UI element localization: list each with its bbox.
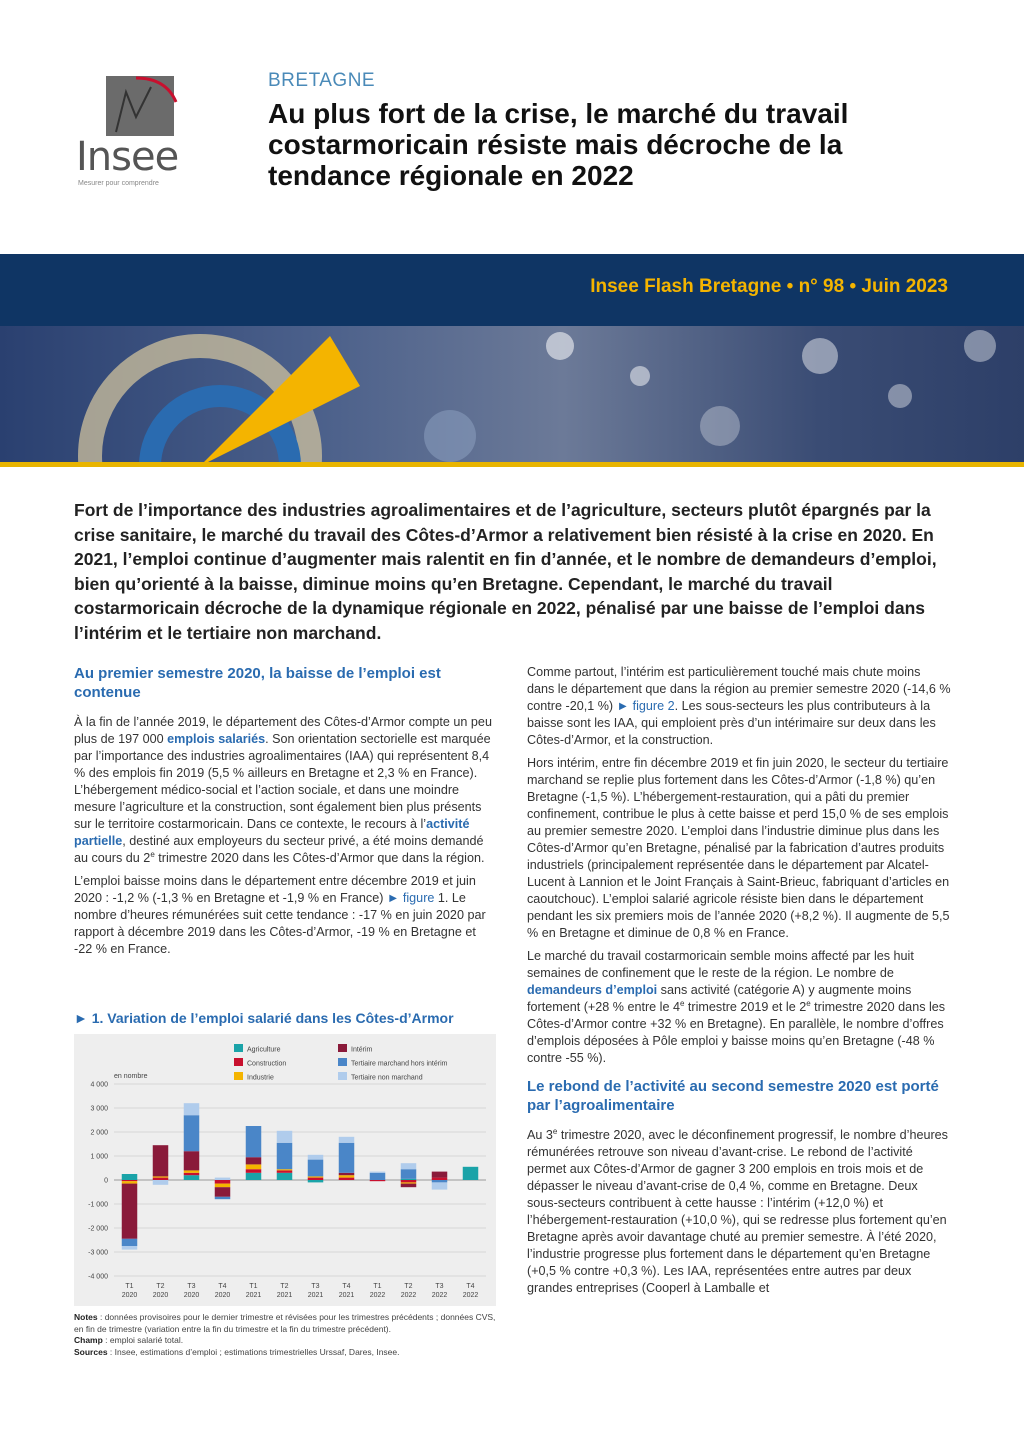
logo-arc-icon [96,72,180,142]
bar-segment [339,1178,355,1180]
bar-segment [215,1178,231,1180]
bar-segment [339,1175,355,1177]
x-tick-label: 2020 [152,1292,169,1299]
y-axis-label: en nombre [114,1073,148,1080]
x-tick-label: 2022 [431,1292,448,1299]
bar-segment [122,1184,138,1239]
bar-segment [339,1143,355,1173]
bar-segment [370,1172,386,1173]
notes-label: Notes [74,1312,98,1322]
yellow-stripe [0,462,1024,467]
legend-label: Intérim [351,1046,373,1054]
bar-segment [432,1180,448,1182]
text-span: trimestre 2020 dans les Côtes-d’Armor contre +32 % en Bretagne). En parallèle, le nombre d’offres d’emplois déposées à Pôle emploi y baisse moins qu’en Bretagne (-48 % contre -55 %). [527,1000,946,1065]
header-photo [0,326,1024,466]
bar-segment [122,1174,138,1180]
legend-swatch [338,1058,347,1066]
y-tick-label: 0 [104,1177,108,1185]
text-span: sans activité (catégorie A) y augmente moins fortement (+28 % entre le 4 [527,983,912,1014]
text-span: À la fin de l’année 2019, le département des Côtes-d’Armor compte un peu plus de 197 000 [74,715,492,746]
logo-tagline: Mesurer pour comprendre [78,180,159,187]
bar-segment [463,1167,479,1180]
header [0,0,1024,254]
bar-segment [184,1115,200,1151]
bar-segment [184,1175,200,1180]
x-tick-label: 2022 [369,1292,386,1299]
bar-segment [401,1184,417,1188]
region-label: BRETAGNE [268,70,376,91]
bar-segment [215,1180,231,1184]
bar-segment [308,1180,324,1182]
x-tick-label: T4 [218,1283,227,1290]
figure-title: ► 1. Variation de l’emploi salarié dans les Côtes-d’Armor [74,1010,454,1026]
link-demandeurs-emploi[interactable]: demandeurs d’emploi [527,983,658,997]
text-span: . Son orientation sectorielle est marquée par l’importance des industries agroalimentaires (IAA) qui représentent 8,4 % des emplois fin 2019 (5,5 % ailleurs en Bretagne et 2,3 % en France). L’hébergement médico-social et l’action sociale, et dans une moindre mesure l’agriculture et la construction, sont également bien plus présents sur le territoire costarmoricain. Dans ce contexte, le recours à l’ [74,732,491,831]
bar-segment [401,1179,417,1180]
legend-label: Tertiaire non marchand [351,1074,423,1082]
x-tick-label: T1 [125,1283,134,1290]
champ-label: Champ [74,1335,103,1345]
sources-label: Sources [74,1346,108,1357]
bar-segment [246,1169,262,1173]
employment-chart [74,1034,496,1306]
bar-segment [339,1137,355,1143]
bar-segment [277,1143,293,1169]
bar-segment [277,1169,293,1170]
page-title: Au plus fort de la crise, le marché du travail costarmoricain résiste mais décroche de la tendance régionale en 2022 [268,98,849,191]
x-tick-label: T2 [156,1283,165,1290]
text-span: trimestre 2020 dans les Côtes-d’Armor que dans la région. [154,851,485,865]
sources-text: : Insee, estimations d’emploi ; estimations trimestrielles Urssaf, Dares, Insee. [107,1346,400,1357]
text-span: , destiné aux employeurs du secteur privé, a été moins demandé au cours du 2 [74,834,484,865]
publication-info: Insee Flash Bretagne • n° 98 • Juin 2023 [590,276,948,297]
y-tick-label: -4 000 [88,1273,108,1281]
bar-segment [277,1131,293,1143]
bar-segment [122,1181,138,1183]
section-heading-1: Au premier semestre 2020, la baisse de l’emploi est contenue [74,665,441,701]
bar-segment [215,1187,231,1197]
figure-notes [74,1312,496,1358]
bar-segment [370,1173,386,1180]
x-tick-label: 2021 [276,1292,293,1299]
bar-segment [308,1155,324,1160]
bar-segment [246,1157,262,1164]
link-activite-partielle[interactable]: activité partielle [74,817,470,848]
text-span: Comme partout, l’intérim est particulièrement touché mais chute moins dans le département que dans la région au premier semestre 2020 (-14,6 % contre -20,1 %) [527,665,951,713]
superscript: e [150,849,155,859]
x-tick-label: 2022 [462,1292,479,1299]
bar-segment [184,1173,200,1175]
legend-swatch [234,1058,243,1066]
x-tick-label: T3 [435,1283,444,1290]
bar-segment [215,1197,231,1199]
legend-label: Construction [247,1060,287,1068]
legend-swatch [234,1044,243,1052]
bar-segment [401,1180,417,1182]
bar-segment [153,1180,169,1185]
bar-segment [432,1182,448,1189]
superscript: e [679,998,685,1008]
x-tick-label: T1 [249,1283,258,1290]
x-tick-label: 2020 [121,1292,138,1299]
champ-text: : emploi salarié total. [102,1335,184,1345]
legend-swatch [234,1072,243,1080]
bar-segment [184,1103,200,1115]
bar-segment [432,1178,448,1180]
x-tick-label: T2 [280,1283,289,1290]
legend-label: Industrie [247,1074,274,1082]
bar-segment [122,1246,138,1250]
decorative-shapes-icon [0,326,1024,466]
x-tick-label: 2020 [214,1292,231,1299]
legend-swatch [338,1072,347,1080]
bar-segment [184,1170,200,1172]
text-span: 1. Le nombre d’heures rémunérées suit cette tendance : -17 % en juin 2020 par rapport à décembre 2019 dans les Côtes-d’Armor, -19 % en Bretagne et -22 % en France. [74,891,486,956]
bar-segment [277,1173,293,1180]
bar-segment [246,1126,262,1157]
notes-text: : données provisoires pour le dernier trimestre et révisées pour les trimestres précédents ; données CVS, en fin de trimestre (variation entre la fin du trimestre et la fin du trimestre précédent). [74,1312,496,1334]
text-span: Au 3 [527,1128,553,1142]
y-tick-label: -3 000 [88,1249,108,1257]
figure-2-link[interactable]: ► figure 2 [616,699,675,713]
right-paragraph-4 [527,1127,951,1297]
bar-segment [153,1145,169,1176]
bar-segment [308,1160,324,1177]
right-paragraph-3 [527,948,951,1067]
legend-label: Agriculture [247,1046,281,1054]
text-span: L’emploi baisse moins dans le département entre décembre 2019 et juin 2020 : -1,2 % (-1,3 % en Bretagne et -1,9 % en France) [74,874,476,905]
bar-segment [215,1184,231,1188]
text-span: . Les sous-secteurs les plus contributeurs à la baisse sont les IAA, qui emploient près d’un intérimaire sur deux dans les Côtes-d’Armor, et la construction. [527,699,936,747]
sources-line [74,1347,496,1359]
lead-paragraph: Fort de l’importance des industries agroalimentaires et de l’agriculture, secteurs plutôt épargnés par la crise sanitaire, le marché du travail des Côtes-d’Armor a relativement bien résisté à la crise en 2020. En 2021, l’emploi continue d’augmenter mais ralentit en fin d’année, et le nombre de demandeurs d’emploi, bien qu’orienté à la baisse, diminue moins qu’en Bretagne. Cependant, le marché du travail costarmoricain décroche de la dynamique régionale en 2022, pénalisé par une baisse de l’emploi dans l’intérim et le tertiaire non marchand. [74,500,937,643]
bar-segment [184,1151,200,1170]
left-column [74,664,496,964]
right-paragraph-2: Hors intérim, entre fin décembre 2019 et fin juin 2020, le secteur du tertiaire marchand se replie plus fortement dans les Côtes-d’Armor (-1,8 %) qu’en Bretagne (-1,5 %). L’hébergement-restauration, qui a pâti du premier confinement, contribue le plus à cette baisse et perd 15,0 % de ses emplois au premier semestre 2020. L’emploi dans l’industrie diminue plus dans les Côtes-d’Armor qu’en Bretagne, pénalisé par la fabrication d’autres produits industriels (principalement représentée dans le département par Alcatel-Lucent à Lannion et le Joint Français à Saint-Brieuc, fabriquant d’articles en caoutchouc). L’emploi salarié agricole résiste bien dans le département pendant les six premiers mois de l’année 2020 (+8,2 %). Il augmente de 5,5 % en Bretagne et diminue de 0,8 % en France. [527,756,950,940]
x-tick-label: 2021 [338,1292,355,1299]
bar-segment [153,1178,169,1180]
bar-segment [122,1239,138,1246]
notes-line [74,1312,496,1335]
bar-segment [246,1164,262,1169]
legend-label: Tertiaire marchand hors intérim [351,1060,448,1068]
bar-segment [308,1178,324,1180]
right-column [527,664,951,1303]
bar-segment [401,1163,417,1169]
figure-1-link[interactable]: ► figure [386,891,435,905]
x-tick-label: T2 [404,1283,413,1290]
logo-wordmark: Insee [76,134,179,180]
text-span: trimestre 2019 et le 2 [684,1000,807,1014]
text-span: Le marché du travail costarmoricain semble moins affecté par les huit semaines de confinement que le reste de la région. Le nombre de [527,949,914,980]
y-tick-label: 1 000 [90,1153,108,1161]
link-emplois-salaries[interactable]: emplois salariés [167,732,266,746]
y-tick-label: 2 000 [90,1129,108,1137]
bar-segment [432,1172,448,1178]
bar-segment [401,1182,417,1183]
y-tick-label: 4 000 [90,1081,108,1089]
superscript: e [552,1126,558,1136]
x-tick-label: 2021 [307,1292,324,1299]
right-paragraph-1 [527,664,951,749]
insee-logo[interactable] [76,72,186,192]
section-heading-2: Le rebond de l’activité au second semestre 2020 est porté par l’agroalimentaire [527,1078,939,1114]
bar-segment [277,1170,293,1172]
x-tick-label: 2020 [183,1292,200,1299]
bar-segment [370,1180,386,1181]
x-tick-label: T1 [373,1283,382,1290]
bar-segment [122,1180,138,1181]
x-tick-label: T3 [187,1283,196,1290]
bar-segment [339,1173,355,1175]
publication-banner [0,254,1024,326]
left-paragraph-2 [74,873,496,958]
x-tick-label: T4 [466,1283,475,1290]
chart-container [74,1034,496,1306]
bar-segment [153,1176,169,1177]
x-tick-label: T4 [342,1283,351,1290]
champ-line [74,1335,496,1347]
bar-segment [308,1176,324,1177]
text-span: trimestre 2020, avec le déconfinement progressif, le nombre d’heures rémunérées retrouve son niveau d’avant-crise. Le rebond de l’activité permet aux Côtes-d’Armor de gagner 3 200 emplois en trois mois et de dépasser le niveau d’avant-crise de 0,4 %, comme en Bretagne. Deux sous-secteurs contribuent à cette hausse : l’intérim (+12,0 %) et l’hébergement-restauration (+10,0 %), qui se redresse plus fortement qu’en Bretagne après avoir davantage chuté au premier semestre. À l’été 2020, l’industrie progresse plus fortement dans le département qu’en Bretagne (+0,5 % contre +0,3 %). Les IAA, représentées entre autres par deux grandes entreprises (Cooperl à Lamballe et [527,1128,948,1295]
x-tick-label: 2021 [245,1292,262,1299]
x-tick-label: 2022 [400,1292,417,1299]
y-tick-label: 3 000 [90,1105,108,1113]
legend-swatch [338,1044,347,1052]
bar-segment [246,1173,262,1180]
left-paragraph-1 [74,714,496,867]
y-tick-label: -2 000 [88,1225,108,1233]
superscript: e [806,998,811,1008]
y-tick-label: -1 000 [88,1201,108,1209]
bar-segment [401,1169,417,1179]
x-tick-label: T3 [311,1283,320,1290]
